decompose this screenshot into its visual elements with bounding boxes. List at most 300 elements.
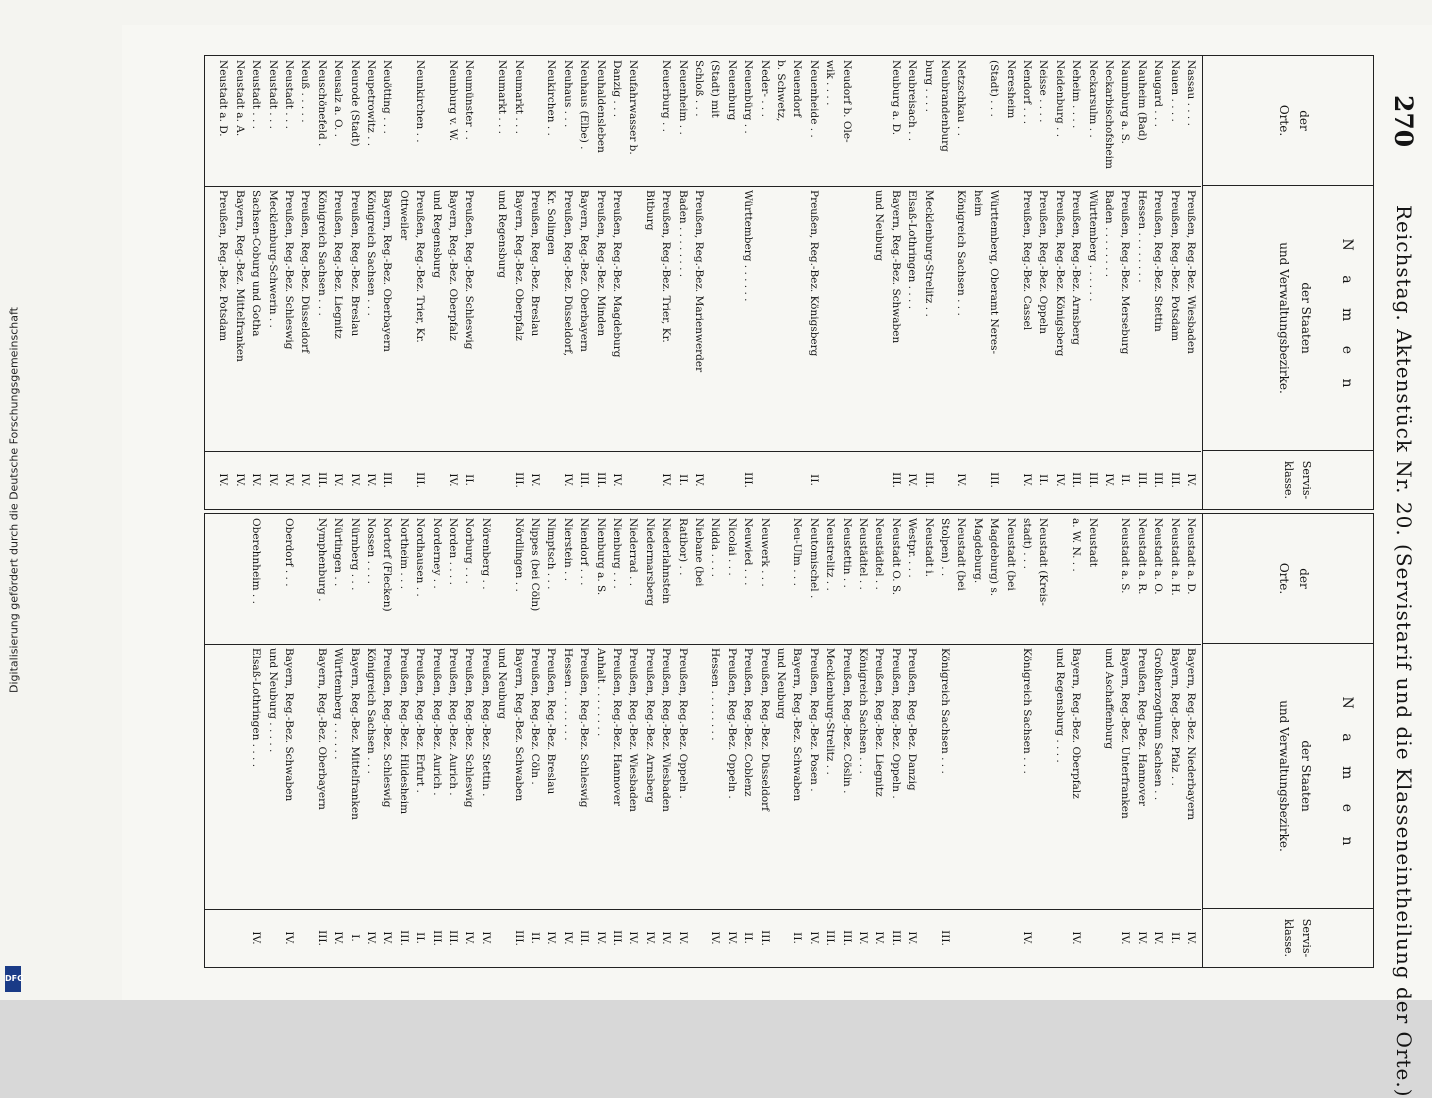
table-row bbox=[446, 56, 459, 509]
state-district-cell: Mecklenburg-Strelitz . . bbox=[824, 648, 837, 775]
table-right bbox=[204, 513, 1374, 968]
servis-class-cell: IV. bbox=[561, 931, 574, 945]
state-district-cell: Hessen . . . . . . . . bbox=[709, 648, 722, 741]
state-district-cell: Preußen, Reg.-Bez. Danzig bbox=[906, 648, 919, 791]
dfg-logo: DFG bbox=[5, 966, 21, 992]
table-row bbox=[430, 514, 443, 967]
table-row bbox=[413, 56, 426, 509]
place-name-cell: Naugard . . . bbox=[1152, 60, 1165, 127]
place-name-cell: Neuhaus . . . bbox=[561, 60, 574, 128]
table-row bbox=[626, 56, 639, 509]
state-district-cell: Bitburg bbox=[643, 190, 656, 231]
place-name-cell: Schloß . . . bbox=[693, 60, 705, 117]
state-district-cell: Hessen . . . . . . . . bbox=[561, 648, 574, 741]
state-district-cell: Kr. Solingen bbox=[545, 190, 558, 256]
table-row bbox=[495, 56, 508, 509]
state-district-cell: Bayern, Reg.-Bez. Oberpfalz bbox=[1070, 648, 1083, 799]
place-name-cell: Neuhaldensleben bbox=[594, 60, 607, 153]
state-district-cell: Königreich Sachsen . . . bbox=[365, 190, 377, 316]
place-name-cell: Nossen . . . . bbox=[365, 518, 377, 584]
state-district-cell: Württemberg, Oberamt Neres- bbox=[988, 190, 1001, 355]
state-district-cell: Preußen, Reg.-Bez. Schleswig bbox=[283, 190, 295, 350]
servis-class-cell: IV. bbox=[1185, 931, 1197, 945]
table-row bbox=[725, 56, 738, 509]
state-district-cell: Preußen, Reg.-Bez. Aurich . bbox=[430, 648, 443, 796]
place-name-cell: Nierstein . . bbox=[561, 518, 574, 582]
table-row bbox=[1053, 56, 1066, 509]
place-name-cell: Neumarkt . . . bbox=[496, 60, 509, 135]
servis-class-cell: IV. bbox=[906, 931, 919, 945]
state-district-cell: Großherzogthum Sachsen . . bbox=[1152, 648, 1165, 801]
table-row bbox=[1151, 56, 1164, 509]
table-row bbox=[610, 514, 623, 967]
servis-class-cell: IV. bbox=[283, 931, 295, 945]
table-row bbox=[495, 514, 508, 967]
state-district-cell: Preußen, Reg.-Bez. Oppeln bbox=[1037, 190, 1050, 334]
column-header-orte bbox=[1203, 56, 1373, 186]
state-district-cell: Preußen, Reg.-Bez. Schleswig bbox=[578, 648, 591, 808]
servis-class-cell: IV. bbox=[906, 473, 919, 487]
column-header-staaten bbox=[1203, 644, 1373, 909]
state-district-cell: Preußen, Reg.-Bez. Coblenz bbox=[742, 648, 755, 797]
servis-class-cell: IV. bbox=[365, 473, 377, 487]
place-name-cell: Neustettin . . bbox=[840, 518, 853, 588]
servis-class-cell: III. bbox=[1152, 472, 1165, 488]
place-name-cell: Neustadt a. A. bbox=[233, 60, 246, 137]
place-name-cell: Neumarkt . . . bbox=[512, 60, 525, 135]
servis-class-cell: IV. bbox=[627, 931, 640, 945]
table-row bbox=[364, 56, 377, 509]
table-row bbox=[249, 514, 262, 967]
place-name-cell: Neustadt O. S. bbox=[889, 518, 902, 596]
place-name-cell: Northeim . . . bbox=[397, 518, 410, 590]
state-district-cell: Preußen, Reg.-Bez. Minden bbox=[594, 190, 607, 337]
state-district-cell: Preußen, Reg.-Bez. Königsberg bbox=[807, 190, 820, 357]
place-name-cell: Nauen . . . . bbox=[1168, 60, 1181, 122]
column-header-staaten-line1: der Staaten bbox=[1299, 282, 1313, 354]
state-district-cell: Preußen, Reg.-Bez. Schleswig bbox=[463, 190, 476, 350]
table-right-body bbox=[205, 514, 1201, 967]
place-name-cell: Neustadt . . . bbox=[283, 60, 295, 129]
place-name-cell: Neuhaus (Elbe) . bbox=[578, 60, 591, 150]
place-name-cell: Oberehnheim . . bbox=[250, 518, 263, 604]
state-district-cell: Bayern, Reg.-Bez. Schwaben bbox=[512, 648, 525, 802]
servis-class-cell: IV. bbox=[676, 931, 689, 945]
place-name-cell: Neustadt a. O. bbox=[1152, 518, 1165, 595]
place-name-cell: Nidda . . . . bbox=[709, 518, 722, 577]
servis-class-cell: II. bbox=[807, 474, 820, 486]
state-district-cell: Preußen, Reg.-Bez. Posen . bbox=[807, 648, 820, 792]
servis-class-cell: IV. bbox=[693, 473, 705, 487]
table-row bbox=[430, 56, 443, 509]
servis-class-cell: IV. bbox=[873, 931, 886, 945]
table-row bbox=[790, 514, 803, 967]
servis-class-cell: III. bbox=[758, 930, 771, 946]
table-row bbox=[1053, 514, 1066, 967]
table-row bbox=[807, 56, 820, 509]
servis-class-cell: III. bbox=[742, 472, 755, 488]
state-district-cell: Preußen, Reg.-Bez. Oppeln . bbox=[725, 648, 738, 799]
state-district-cell: Preußen, Reg.-Bez. Cassel bbox=[1021, 190, 1033, 331]
table-row bbox=[643, 56, 656, 509]
table-row bbox=[348, 514, 361, 967]
servis-class-cell: III. bbox=[578, 472, 591, 488]
column-header-servisklasse bbox=[1203, 451, 1373, 509]
servis-class-cell: III. bbox=[381, 472, 394, 488]
state-district-cell: Preußen, Reg.-Bez. Aurich . bbox=[447, 648, 459, 796]
column-header-servisklasse-line2: klasse. bbox=[1282, 460, 1295, 500]
table-row bbox=[774, 56, 787, 509]
table-row bbox=[512, 514, 525, 967]
table-row bbox=[987, 56, 1000, 509]
table-row bbox=[676, 514, 689, 967]
table-row bbox=[331, 56, 344, 509]
place-name-cell: Neuenheide . . bbox=[807, 60, 820, 138]
place-name-cell: Magdeburg. bbox=[971, 518, 984, 584]
servis-class-cell: III. bbox=[397, 930, 410, 946]
state-district-cell: Bayern, Reg.-Bez. Schwaben bbox=[791, 648, 804, 802]
table-row bbox=[1036, 56, 1049, 509]
place-name-cell: Westpr. . . . bbox=[906, 518, 919, 578]
servis-class-cell: III. bbox=[578, 930, 591, 946]
state-district-cell: Bayern, Reg.-Bez. Schwaben bbox=[889, 190, 902, 344]
servis-class-cell: III. bbox=[1086, 472, 1099, 488]
state-district-cell: Preußen, Reg.-Bez. Arnsberg bbox=[643, 648, 656, 804]
servis-class-cell: III. bbox=[447, 930, 459, 946]
place-name-cell: Neustrelitz . . bbox=[824, 518, 837, 591]
place-name-cell: Neustadt a. R. bbox=[1135, 518, 1148, 595]
rotated-page-content bbox=[122, 25, 1432, 1098]
place-name-cell: Neuenburg bbox=[725, 60, 738, 121]
place-name-cell: Neuendorf bbox=[791, 60, 804, 118]
place-name-cell: Neukirchen . . bbox=[545, 60, 558, 136]
state-district-cell: Bayern, Reg.-Bez. Pfalz . . bbox=[1168, 648, 1181, 786]
table-row bbox=[1069, 514, 1082, 967]
table-row bbox=[659, 514, 672, 967]
place-name-cell: Neustadt a. D. bbox=[1185, 518, 1197, 595]
table-row bbox=[544, 56, 557, 509]
table-left-header bbox=[1202, 56, 1373, 509]
table-row bbox=[577, 56, 590, 509]
table-row bbox=[1020, 56, 1033, 509]
table-row bbox=[1168, 56, 1181, 509]
state-district-cell: Baden . . . . . . . . bbox=[1103, 190, 1115, 278]
state-district-cell: Königreich Sachsen . . . bbox=[955, 190, 968, 316]
table-row bbox=[872, 514, 885, 967]
place-name-cell: Neufahrwasser b. bbox=[627, 60, 640, 155]
place-name-cell: Nordhausen . . bbox=[414, 518, 427, 597]
state-district-cell: Preußen, Reg.-Bez. Potsdam bbox=[1168, 190, 1181, 342]
state-district-cell: Preußen, Reg.-Bez. Stettin bbox=[1152, 190, 1165, 332]
place-name-cell: Niendorf . . . bbox=[578, 518, 591, 586]
servis-class-cell: IV. bbox=[611, 473, 623, 487]
servis-class-cell: II. bbox=[1119, 474, 1132, 486]
state-district-cell: Preußen, Reg.-Bez. Hildesheim bbox=[397, 648, 410, 815]
place-name-cell: wik . . . . bbox=[824, 60, 837, 106]
servis-class-cell: II. bbox=[676, 474, 689, 486]
table-row bbox=[1004, 56, 1017, 509]
state-district-cell: Königreich Sachsen . . . bbox=[365, 648, 377, 774]
table-row bbox=[1020, 514, 1033, 967]
place-name-cell: Neheim . . . . bbox=[1070, 60, 1083, 129]
state-district-cell: Preußen, Reg.-Bez. Liegnitz bbox=[873, 648, 886, 797]
table-row bbox=[282, 514, 295, 967]
table-row bbox=[462, 514, 475, 967]
column-header-orte-line2: Orte. bbox=[1277, 562, 1291, 595]
table-row bbox=[692, 56, 705, 509]
state-district-cell: Preußen, Reg.-Bez. Trier, Kr. bbox=[414, 190, 427, 343]
table-left bbox=[204, 55, 1374, 510]
table-row bbox=[643, 514, 656, 967]
table-row bbox=[512, 56, 525, 509]
place-name-cell: Magdeburg) s. bbox=[988, 518, 1001, 597]
digitization-note bbox=[3, 0, 25, 1000]
servis-class-cell: III. bbox=[1135, 472, 1148, 488]
place-name-cell: Nürnberg . . . bbox=[348, 518, 361, 591]
place-name-cell: Neustadt (bei bbox=[1004, 518, 1017, 591]
state-district-cell: Elsaß-Lothringen . . . . bbox=[250, 648, 263, 768]
table-row bbox=[872, 56, 885, 509]
servis-class-cell: III. bbox=[512, 930, 525, 946]
table-row bbox=[364, 514, 377, 967]
place-name-cell: Neuburg a. D. bbox=[889, 60, 902, 136]
table-row bbox=[1184, 56, 1197, 509]
table-row bbox=[1086, 514, 1099, 967]
table-row bbox=[577, 514, 590, 967]
place-name-cell: Nienburg . . . bbox=[611, 518, 623, 589]
state-district-cell: und Regensburg . . . . bbox=[1053, 648, 1066, 763]
servis-class-cell: III. bbox=[988, 472, 1001, 488]
column-header-staaten bbox=[1203, 186, 1373, 451]
place-name-cell: Neckarbischofsheim bbox=[1103, 60, 1115, 169]
place-name-cell: Neubrandenburg bbox=[939, 60, 951, 152]
place-name-cell: Neustadt i. bbox=[922, 518, 935, 578]
state-district-cell: Preußen, Reg.-Bez. Hannover bbox=[611, 648, 623, 807]
servis-class-cell: III. bbox=[594, 472, 607, 488]
servis-class-cell: III. bbox=[430, 930, 443, 946]
state-district-cell: Preußen, Reg.-Bez. Stettin . bbox=[479, 648, 492, 797]
table-row bbox=[626, 514, 639, 967]
place-name-cell: Nymphenburg . bbox=[315, 518, 328, 602]
servis-class-cell: IV. bbox=[561, 473, 574, 487]
place-name-cell: Neuötting . . . bbox=[381, 60, 394, 134]
table-row bbox=[758, 56, 771, 509]
state-district-cell: Preußen, Reg.-Bez. Königsberg bbox=[1053, 190, 1066, 357]
state-district-cell: Preußen, Reg.-Bez. Erfurt . bbox=[414, 648, 427, 793]
state-district-cell: Preußen, Reg.-Bez. Magdeburg bbox=[611, 190, 623, 358]
state-district-cell: Bayern, Reg.-Bez. Unterfranken bbox=[1119, 648, 1132, 819]
page-title: Reichstag. Aktenstück Nr. 20. (Servistarif und die Klasseneintheilung der Orte.) bbox=[1392, 205, 1416, 1098]
table-row bbox=[266, 56, 279, 509]
servis-class-cell: III. bbox=[1168, 472, 1181, 488]
servis-class-cell: IV. bbox=[1185, 473, 1197, 487]
state-district-cell: Königreich Sachsen . . . bbox=[939, 648, 951, 774]
servis-class-cell: IV. bbox=[463, 931, 476, 945]
state-district-cell: Königreich Sachsen . . . bbox=[315, 190, 328, 316]
place-name-cell: a. W. N. . . bbox=[1070, 518, 1083, 572]
state-district-cell: Preußen, Reg.-Bez. Düsseldorf, bbox=[561, 190, 574, 357]
place-name-cell: b. Schwetz, bbox=[775, 60, 787, 122]
table-row bbox=[807, 514, 820, 967]
state-district-cell: Preußen, Reg.-Bez. Cöln . bbox=[529, 648, 541, 785]
state-district-cell: Preußen, Reg.-Bez. Cöslin . bbox=[840, 648, 853, 794]
servis-class-cell: IV. bbox=[217, 473, 230, 487]
place-name-cell: Oberdorf . . . bbox=[283, 518, 295, 587]
servis-class-cell: IV. bbox=[660, 473, 673, 487]
state-district-cell: Preußen, Reg.-Bez. Merseburg bbox=[1119, 190, 1132, 355]
place-name-cell: Niebane (bei bbox=[693, 518, 705, 587]
table-row bbox=[266, 514, 279, 967]
state-district-cell: Hessen . . . . . . . . bbox=[1135, 190, 1148, 283]
place-name-cell: Neustädtel . . bbox=[873, 518, 886, 590]
table-row bbox=[971, 56, 984, 509]
table-row bbox=[954, 514, 967, 967]
servis-class-cell: IV. bbox=[447, 473, 459, 487]
place-name-cell: Neubreisach . . bbox=[906, 60, 919, 142]
table-row bbox=[1168, 514, 1181, 967]
place-name-cell: Nördlingen . . bbox=[512, 518, 525, 592]
column-header-servisklasse-line1: Servis- bbox=[1300, 918, 1313, 958]
servis-class-cell: III. bbox=[889, 930, 902, 946]
place-name-cell: Niedermarsberg bbox=[643, 518, 656, 607]
servis-class-cell: IV. bbox=[545, 931, 558, 945]
place-name-cell: Neuß . . . . . bbox=[299, 60, 312, 123]
table-row bbox=[1102, 514, 1115, 967]
servis-class-cell: II. bbox=[1037, 474, 1050, 486]
state-district-cell: Preußen, Reg.-Bez. Düsseldorf bbox=[758, 648, 771, 812]
table-row bbox=[987, 514, 1000, 967]
servis-class-cell: IV. bbox=[594, 931, 607, 945]
place-name-cell: Neurode (Stadt) bbox=[348, 60, 361, 147]
state-district-cell: Preußen, Reg.-Bez. Breslau bbox=[348, 190, 361, 337]
table-row bbox=[741, 56, 754, 509]
place-name-cell: stadt) . . . bbox=[1021, 518, 1033, 569]
servis-class-cell: IV. bbox=[381, 931, 394, 945]
servis-class-cell: IV. bbox=[250, 473, 263, 487]
table-row bbox=[1184, 514, 1197, 967]
table-row bbox=[331, 514, 344, 967]
place-name-cell: Neuwerk . . . bbox=[758, 518, 771, 587]
servis-class-cell: III. bbox=[840, 930, 853, 946]
state-district-cell: Preußen, Reg.-Bez. Potsdam bbox=[217, 190, 230, 342]
state-district-cell: Königreich Sachsen . . . bbox=[857, 648, 869, 774]
servis-class-cell: IV. bbox=[266, 473, 279, 487]
state-district-cell: Preußen, Reg.-Bez. Oppeln . bbox=[676, 648, 689, 799]
table-row bbox=[889, 56, 902, 509]
place-name-cell: (Stadt) mit bbox=[709, 60, 722, 118]
table-row bbox=[315, 56, 328, 509]
column-header-servisklasse-line1: Servis- bbox=[1300, 460, 1313, 500]
state-district-cell: Ottweiler bbox=[397, 190, 410, 241]
place-name-cell: Ratibor) . . bbox=[676, 518, 689, 576]
page-number: 270 bbox=[1389, 95, 1418, 148]
state-district-cell: Preußen, Reg.-Bez. Wiesbaden bbox=[660, 648, 673, 812]
place-name-cell: Neustadt a. D. bbox=[217, 60, 230, 137]
state-district-cell: Bayern, Reg.-Bez. Oberpfalz bbox=[447, 190, 459, 341]
table-row bbox=[1118, 514, 1131, 967]
table-row bbox=[856, 514, 869, 967]
servis-class-cell: II. bbox=[529, 932, 541, 944]
table-row bbox=[282, 56, 295, 509]
place-name-cell: Neutomischel . bbox=[807, 518, 820, 599]
servis-class-cell: IV. bbox=[807, 931, 820, 945]
place-name-cell: Neuschönefeld . bbox=[315, 60, 328, 147]
table-row bbox=[380, 514, 393, 967]
place-name-cell: Neresheim bbox=[1004, 60, 1017, 119]
place-name-cell: Neustadt (Kreis- bbox=[1037, 518, 1050, 606]
servis-class-cell: IV. bbox=[1070, 931, 1083, 945]
servis-class-cell: IV. bbox=[1152, 931, 1165, 945]
servis-class-cell: I. bbox=[348, 934, 361, 942]
table-row bbox=[823, 514, 836, 967]
state-district-cell: Preußen, Reg.-Bez. Oppeln . bbox=[889, 648, 902, 799]
state-district-cell: Bayern, Reg.-Bez. Mittelfranken bbox=[348, 648, 361, 820]
servis-class-cell: IV. bbox=[283, 473, 295, 487]
table-row bbox=[774, 514, 787, 967]
table-row bbox=[1036, 514, 1049, 967]
table-row bbox=[659, 56, 672, 509]
servis-class-cell: IV. bbox=[479, 931, 492, 945]
table-row bbox=[1069, 56, 1082, 509]
table-row bbox=[741, 514, 754, 967]
table-row bbox=[725, 514, 738, 967]
servis-class-cell: IV. bbox=[332, 473, 345, 487]
column-header-staaten-line2: und Verwaltungsbezirke. bbox=[1277, 242, 1291, 394]
state-district-cell: Preußen, Reg.-Bez. Schleswig bbox=[463, 648, 476, 808]
table-row bbox=[790, 56, 803, 509]
state-district-cell: Bayern, Reg.-Bez. Oberpfalz bbox=[512, 190, 525, 341]
column-header-staaten-line1: der Staaten bbox=[1299, 740, 1313, 812]
state-district-cell: und Neuburg bbox=[496, 648, 509, 719]
state-district-cell: und Neuburg bbox=[873, 190, 886, 261]
column-header-namen: N a m e n bbox=[1339, 696, 1355, 856]
state-district-cell: und Regensburg bbox=[430, 190, 443, 279]
servis-class-cell: IV. bbox=[643, 931, 656, 945]
place-name-cell: Neidenburg . . bbox=[1053, 60, 1066, 138]
table-row bbox=[708, 514, 721, 967]
servis-class-cell: IV. bbox=[299, 473, 312, 487]
state-district-cell: Württemberg . . . . . . bbox=[742, 190, 755, 302]
servis-class-cell: IV. bbox=[1021, 931, 1033, 945]
state-district-cell: Preußen, Reg.-Bez. Breslau bbox=[529, 190, 541, 337]
state-district-cell: Bayern, Reg.-Bez. Oberbayern bbox=[578, 190, 591, 352]
servis-class-cell: IV. bbox=[365, 931, 377, 945]
place-name-cell: Nassau . . . . bbox=[1185, 60, 1197, 126]
table-row bbox=[380, 56, 393, 509]
column-header-staaten-line2: und Verwaltungsbezirke. bbox=[1277, 700, 1291, 852]
state-district-cell: Preußen, Reg.-Bez. Wiesbaden bbox=[627, 648, 640, 812]
servis-class-cell: III. bbox=[1070, 472, 1083, 488]
place-name-cell: Neustadt . . . bbox=[250, 60, 263, 129]
place-name-cell: Neusalz a. O. . bbox=[332, 60, 345, 137]
table-row bbox=[397, 514, 410, 967]
state-district-cell: und Neuburg bbox=[775, 648, 787, 719]
place-name-cell: Neuenheim . . bbox=[676, 60, 689, 135]
table-row bbox=[1135, 56, 1148, 509]
table-row bbox=[413, 514, 426, 967]
place-name-cell: Neudorf b. Ole- bbox=[840, 60, 853, 143]
place-name-cell: Neunkirchen . . bbox=[414, 60, 427, 143]
state-district-cell: heim bbox=[971, 190, 984, 217]
table-row bbox=[1086, 56, 1099, 509]
table-row bbox=[840, 56, 853, 509]
table-row bbox=[1135, 514, 1148, 967]
state-district-cell: und Regensburg bbox=[496, 190, 509, 279]
place-name-cell: Nürtingen . . bbox=[332, 518, 345, 587]
servis-class-cell: IV. bbox=[250, 931, 263, 945]
table-row bbox=[594, 514, 607, 967]
servis-class-cell: III. bbox=[512, 472, 525, 488]
